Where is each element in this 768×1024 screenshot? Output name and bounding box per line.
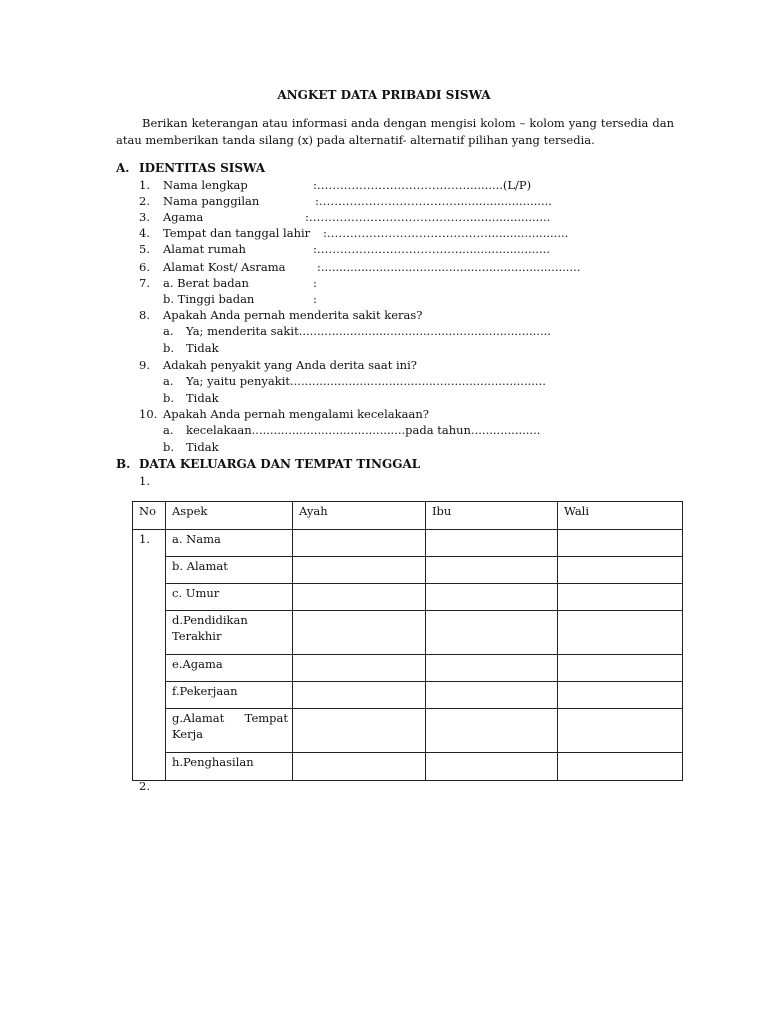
field-blank[interactable]: :……………………………………...................... [305, 210, 551, 224]
wali-cell[interactable] [558, 682, 683, 709]
wali-cell[interactable] [558, 557, 683, 584]
option-text: Ya; menderita sakit..................................................................... [186, 324, 551, 338]
aspect-cell: b. Alamat [166, 557, 293, 584]
ayah-cell[interactable] [293, 709, 426, 753]
column-header-ibu: Ibu [426, 502, 558, 530]
aspect-cell: f.Pekerjaan [166, 682, 293, 709]
question-number: 8. [139, 308, 150, 322]
table-row [133, 557, 683, 584]
field-blank[interactable]: : [313, 276, 317, 290]
aspect-word: g.Alamat [172, 711, 225, 725]
table-row [133, 655, 683, 682]
option-letter: b. [163, 341, 175, 355]
field-number: 4. [139, 226, 150, 240]
aspect-cell [166, 611, 293, 655]
aspect-cell: a. Nama [166, 530, 293, 557]
field-number: 6. [139, 260, 150, 274]
field-label: Alamat rumah [163, 242, 246, 256]
table-row [133, 682, 683, 709]
aspect-line: d.Pendidikan [172, 613, 248, 627]
aspect-line: Terakhir [172, 629, 222, 643]
option-letter: a. [163, 423, 174, 437]
table-row [133, 584, 683, 611]
field-blank[interactable]: : [313, 292, 317, 306]
table-row [133, 753, 683, 781]
question-number: 10. [139, 407, 158, 421]
table-row [133, 530, 683, 557]
question-text: Apakah Anda pernah mengalami kecelakaan? [163, 407, 429, 421]
ibu-cell[interactable] [426, 709, 558, 753]
ayah-cell[interactable] [293, 655, 426, 682]
question-text: Apakah Anda pernah menderita sakit keras? [163, 308, 423, 322]
field-blank[interactable]: :……………………………….......................... [313, 242, 550, 256]
section-title: DATA KELUARGA DAN TEMPAT TINGGAL [139, 457, 421, 471]
question-text: Adakah penyakit yang Anda derita saat ini? [163, 358, 417, 372]
column-header-aspek: Aspek [166, 502, 293, 530]
column-header-no: No [133, 502, 166, 530]
section-letter: B. [116, 457, 131, 471]
column-header-wali: Wali [558, 502, 683, 530]
wali-cell[interactable] [558, 709, 683, 753]
family-table [132, 501, 683, 781]
option-text: kecelakaan..........................................pada tahun................... [186, 423, 541, 437]
option-letter: b. [163, 440, 175, 454]
field-blank[interactable]: :……………………………….......................... [315, 194, 552, 208]
page-title: ANGKET DATA PRIBADI SISWA [277, 88, 491, 102]
section-letter: A. [116, 161, 130, 175]
option-letter: a. [163, 374, 174, 388]
field-label: Alamat Kost/ Asrama [163, 260, 286, 274]
ibu-cell[interactable] [426, 655, 558, 682]
ayah-cell[interactable] [293, 682, 426, 709]
option-text: Ya; yaitu penyakit...................................................................... [186, 374, 546, 388]
ibu-cell[interactable] [426, 584, 558, 611]
ibu-cell[interactable] [426, 557, 558, 584]
ibu-cell[interactable] [426, 753, 558, 781]
item-number: 1. [139, 474, 150, 488]
column-header-ayah: Ayah [293, 502, 426, 530]
field-number: 1. [139, 178, 150, 192]
field-number: 5. [139, 242, 150, 256]
field-blank[interactable]: :…………………………………..........(L/P) [313, 178, 532, 192]
table-row [133, 709, 683, 753]
field-label: b. Tinggi badan [163, 292, 255, 306]
option-letter: a. [163, 324, 174, 338]
ibu-cell[interactable] [426, 530, 558, 557]
option-text: Tidak [186, 341, 219, 355]
field-blank[interactable]: :……………………………………...................... [323, 226, 569, 240]
wali-cell[interactable] [558, 584, 683, 611]
question-number: 9. [139, 358, 150, 372]
table-header-row [133, 502, 683, 530]
intro-paragraph: Berikan keterangan atau informasi anda dengan mengisi kolom – kolom yang tersedia dan atau memberikan tanda silang (x) pada alternatif- alternatif pilihan yang tersedia. [116, 116, 674, 147]
option-text: Tidak [186, 391, 219, 405]
wali-cell[interactable] [558, 655, 683, 682]
field-number: 2. [139, 194, 150, 208]
ayah-cell[interactable] [293, 753, 426, 781]
field-label: Agama [163, 210, 204, 224]
field-label: Nama panggilan [163, 194, 260, 208]
ayah-cell[interactable] [293, 584, 426, 611]
ibu-cell[interactable] [426, 611, 558, 655]
table-row [133, 611, 683, 655]
section-title: IDENTITAS SISWA [139, 161, 266, 175]
ibu-cell[interactable] [426, 682, 558, 709]
aspect-line [172, 710, 288, 726]
aspect-cell: c. Umur [166, 584, 293, 611]
field-blank[interactable]: :....................................................................... [317, 260, 581, 274]
field-number: 3. [139, 210, 150, 224]
aspect-cell: e.Agama [166, 655, 293, 682]
wali-cell[interactable] [558, 753, 683, 781]
aspect-line: Kerja [172, 727, 204, 741]
aspect-word: Tempat [244, 711, 288, 725]
ayah-cell[interactable] [293, 557, 426, 584]
option-text: Tidak [186, 440, 219, 454]
field-label: Nama lengkap [163, 178, 248, 192]
field-label: a. Berat badan [163, 276, 249, 290]
option-letter: b. [163, 391, 175, 405]
item-number: 2. [139, 779, 150, 793]
aspect-cell [166, 709, 293, 753]
ayah-cell[interactable] [293, 611, 426, 655]
aspect-cell: h.Penghasilan [166, 753, 293, 781]
field-number: 7. [139, 276, 150, 290]
row-number-cell: 1. [133, 530, 166, 781]
field-label: Tempat dan tanggal lahir [163, 226, 311, 240]
wali-cell[interactable] [558, 530, 683, 557]
ayah-cell[interactable] [293, 530, 426, 557]
wali-cell[interactable] [558, 611, 683, 655]
